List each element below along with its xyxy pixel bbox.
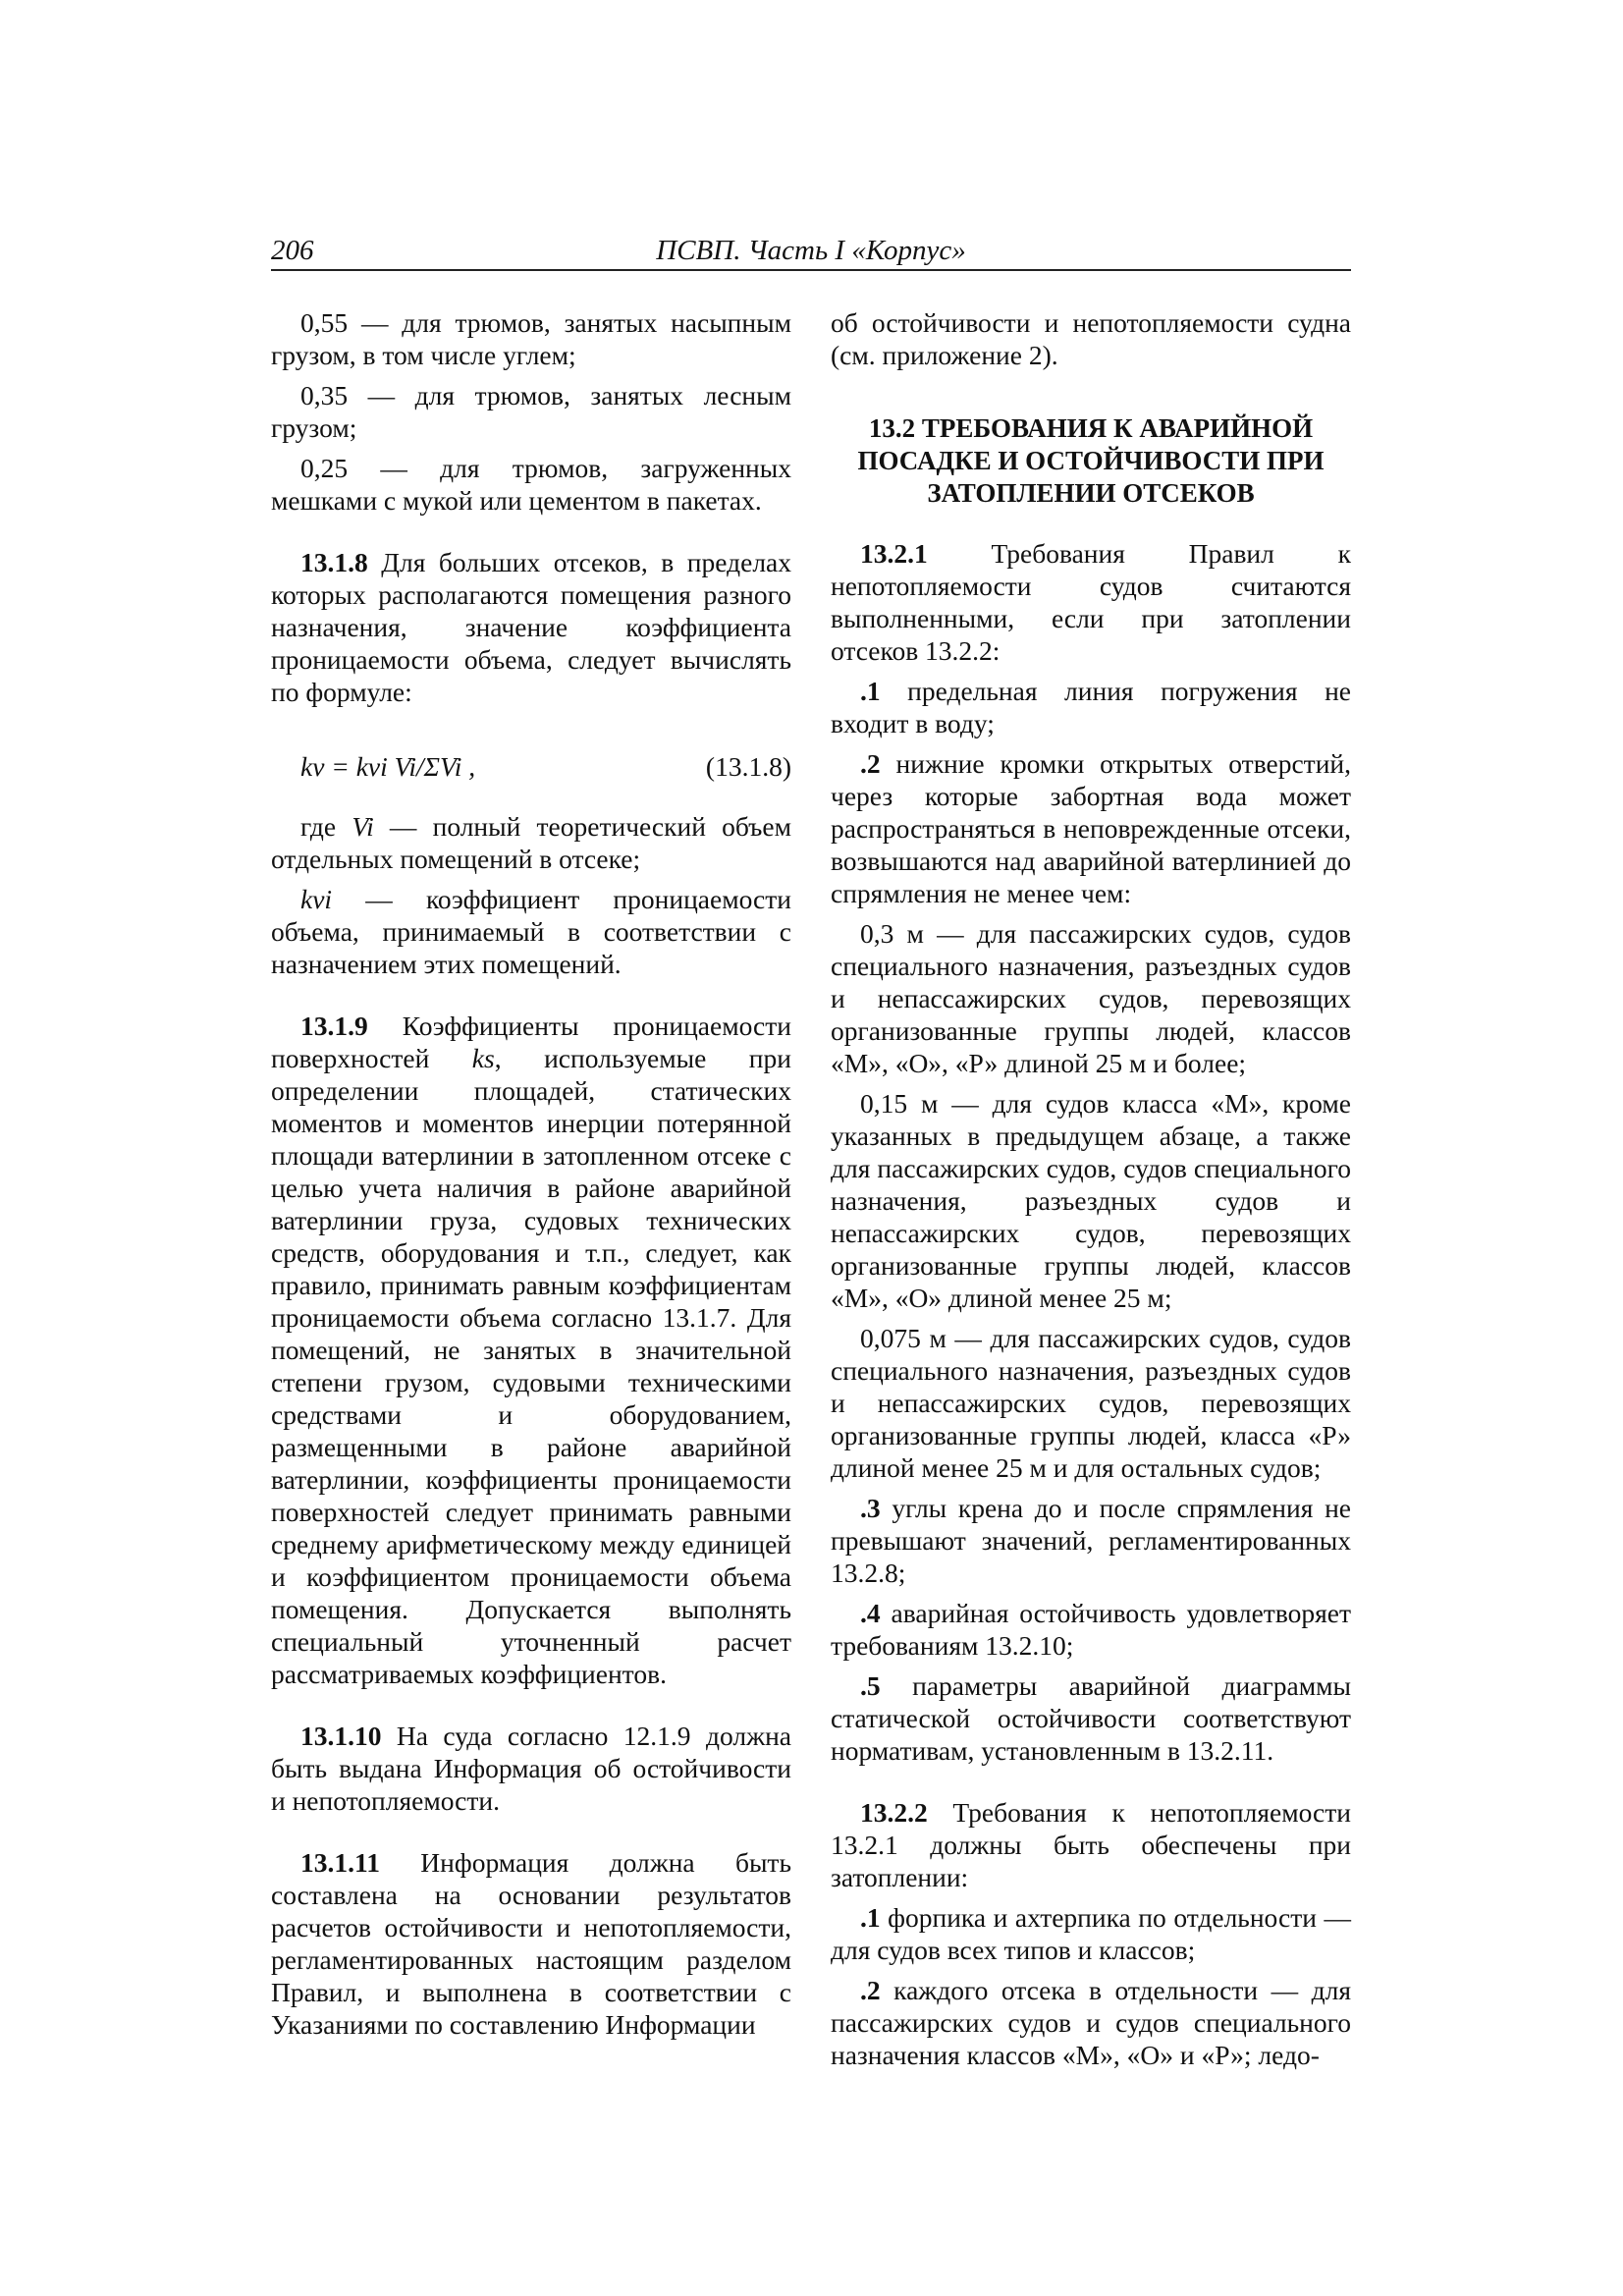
paragraph: 0,3 м — для пассажирских судов, судов специального назначения, разъездных судов и непассажирских судов, перевозящих организованные группы людей, классов «М», «О», «Р» длиной 25 м и более; — [831, 918, 1351, 1078]
clause-text: На суда согласно 12.1.9 должна быть выдана Информация об остойчивости и непотопляемости. — [271, 1721, 791, 1816]
item-text: предельная линия погружения не входит в воду; — [831, 676, 1351, 738]
item-number: .3 — [860, 1493, 881, 1523]
list-item — [831, 1669, 1351, 1767]
clause-number: 13.1.9 — [300, 1011, 368, 1041]
clause-text: Информация должна быть составлена на основании результатов расчетов остойчивости и непотопляемости, регламентированных настоящим разделом Правил, и выполнена в соответствии с Указаниями по составлению Информации — [271, 1847, 791, 2040]
text-run: — коэффициент проницаемости объема, принимаемый в соответствии с назначением этих помещений. — [271, 884, 791, 979]
item-number: .1 — [860, 676, 881, 706]
paragraph — [271, 883, 791, 980]
list-item — [831, 1492, 1351, 1589]
clause-13-2-2 — [831, 1796, 1351, 1893]
math-symbol: kvi — [300, 884, 333, 914]
paragraph: 0,55 — для трюмов, занятых насыпным грузом, в том числе углем; — [271, 307, 791, 370]
clause-13-1-8 — [271, 546, 791, 708]
page-header — [271, 232, 1351, 271]
clause-text: Для больших отсеков, в пределах которых располагаются помещения разного назначения, значение коэффициента проницаемости объема, следует вычислять по формуле: — [271, 547, 791, 707]
list-item — [831, 675, 1351, 739]
running-title: ПСВП. Часть I «Корпус» — [656, 235, 966, 266]
clause-number: 13.1.8 — [300, 547, 368, 577]
list-item — [831, 1901, 1351, 1966]
item-number: .5 — [860, 1670, 881, 1701]
formula-expression: kv = kvi Vi/ΣVi , — [300, 751, 476, 782]
item-number: .2 — [860, 748, 881, 779]
formula-number: (13.1.8) — [705, 751, 791, 782]
paragraph — [271, 810, 791, 875]
item-text: нижние кромки открытых отверстий, через которые забортная вода может распространяться в неповрежденные отсеки, возвышаются над аварийной ватерлинией до спрямления не менее чем: — [831, 748, 1351, 908]
text-run: где — [300, 811, 352, 842]
section-heading: 13.2 ТРЕБОВАНИЯ К АВАРИЙНОЙ ПОСАДКЕ И ОСТОЙЧИВОСТИ ПРИ ЗАТОПЛЕНИИ ОТСЕКОВ — [857, 413, 1325, 508]
clause-number: 13.1.11 — [300, 1847, 380, 1878]
clause-13-1-10 — [271, 1720, 791, 1817]
math-symbol: ks — [471, 1043, 495, 1073]
item-text: углы крена до и после спрямления не превышают значений, регламентированных 13.2.8; — [831, 1493, 1351, 1588]
right-column — [831, 306, 1351, 2079]
clause-number: 13.2.1 — [860, 538, 928, 569]
clause-text: Требования к непотопляемости 13.2.1 должны быть обеспечены при затоплении: — [831, 1797, 1351, 1892]
paragraph: об остойчивости и непотопляемости судна (см. приложение 2). — [831, 307, 1351, 370]
text-run: — полный теоретический объем отдельных помещений в отсеке; — [271, 811, 792, 874]
item-number: .2 — [860, 1975, 881, 2005]
clause-13-1-11 — [271, 1846, 791, 2041]
item-text: параметры аварийной диаграммы статической остойчивости соответствуют нормативам, установленным в 13.2.11. — [831, 1670, 1351, 1766]
list-item — [831, 1597, 1351, 1662]
text-run: , используемые при определении площадей, статических моментов и моментов инерции потерянной площади ватерлинии в затопленном отсеке с целью учета наличия в районе аварийной ватерлинии груза, судовых технических средств, оборудования и т.п., следует, как правило, принимать равным коэффициентам проницаемости объема согласно 13.1.7. Для помещений, не занятых в значительной степени грузом, судовыми техническими средствами и оборудованием, размещенными в районе аварийной ватерлинии, коэффициенты проницаемости поверхностей следует принимать равными среднему арифметическому между единицей и коэффициентом проницаемости объема помещения. Допускается выполнять специальный уточненный расчет рассматриваемых коэффициентов. — [271, 1043, 791, 1689]
paragraph: 0,25 — для трюмов, загруженных мешками с мукой или цементом в пакетах. — [271, 453, 791, 516]
clause-number: 13.2.2 — [860, 1797, 928, 1828]
formula-13-1-8 — [271, 747, 791, 787]
item-number: .1 — [860, 1902, 881, 1933]
paragraph: 0,075 м — для пассажирских судов, судов специального назначения, разъездных судов и непассажирских судов, перевозящих организованные группы людей, класса «Р» длиной менее 25 м и для остальных судов; — [831, 1323, 1351, 1483]
paragraph: 0,35 — для трюмов, занятых лесным грузом; — [271, 380, 791, 443]
item-text: аварийная остойчивость удовлетворяет требованиям 13.2.10; — [831, 1598, 1351, 1661]
item-text: форпика и ахтерпика по отдельности — для судов всех типов и классов; — [831, 1902, 1351, 1965]
page-number: 206 — [271, 235, 314, 266]
item-text: каждого отсека в отдельности — для пассажирских судов и судов специального назначения классов «М», «О» и «Р»; ледо- — [831, 1975, 1351, 2070]
math-symbol: Vi — [352, 811, 374, 842]
paragraph: 0,15 м — для судов класса «М», кроме указанных в предыдущем абзаце, а также для пассажирских судов, судов специального назначения, разъездных судов и непассажирских судов, перевозящих организованные группы людей, классов «М», «О» длиной менее 25 м; — [831, 1088, 1351, 1313]
clause-number: 13.1.10 — [300, 1721, 382, 1751]
clause-13-1-9 — [271, 1010, 791, 1690]
list-item — [831, 747, 1351, 909]
list-item — [831, 1974, 1351, 2071]
text-run: Коэффициенты проницаемости поверхностей — [271, 1011, 791, 1073]
clause-13-2-1 — [831, 537, 1351, 667]
left-column — [271, 306, 791, 2049]
item-number: .4 — [860, 1598, 881, 1628]
clause-text: Требования Правил к непотопляемости судов считаются выполненными, если при затоплении отсеков 13.2.2: — [831, 538, 1351, 666]
